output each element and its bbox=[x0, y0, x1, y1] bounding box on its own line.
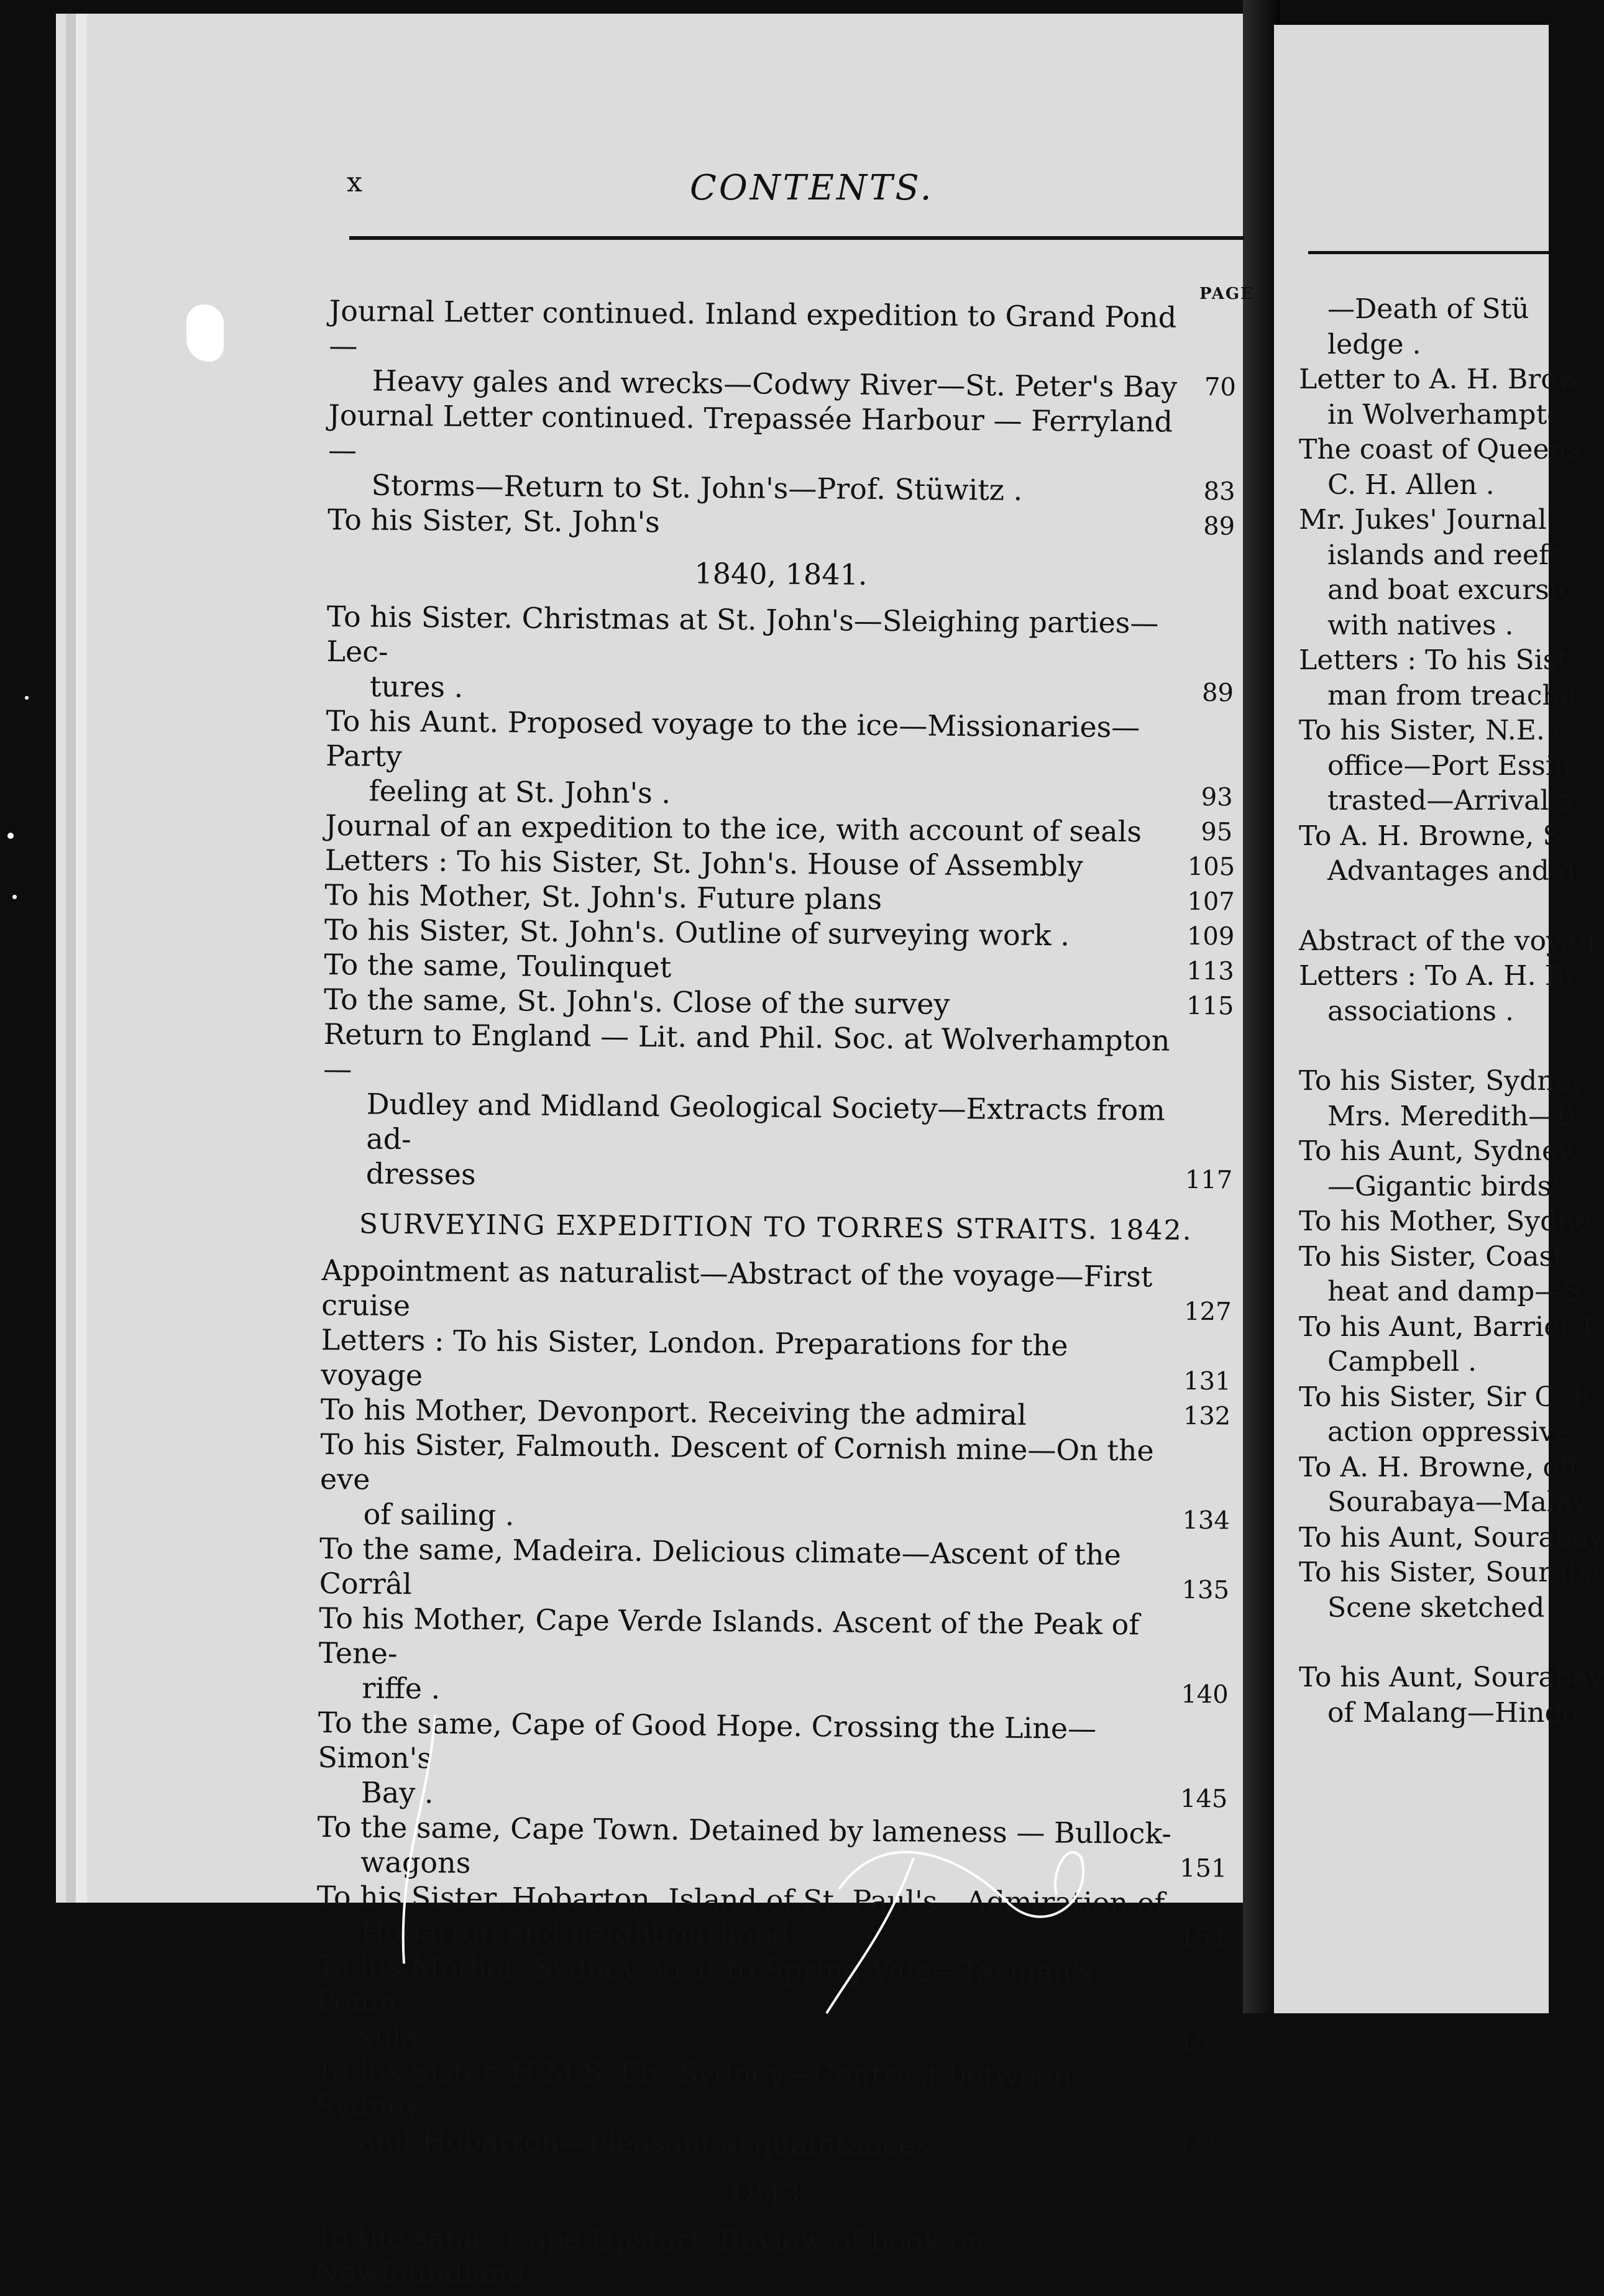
right-page-line: To his Aunt, Sydney. bbox=[1299, 1134, 1554, 1169]
toc-entry-title: To his Sister, St. John's. Outline of surveying work . bbox=[324, 913, 1070, 952]
right-page-line: To his Sister, Sir C. F bbox=[1299, 1380, 1554, 1416]
toc-entry-title: To his Sister, Hobarton. Island of St. Paul's—Admiration of bbox=[317, 1880, 1165, 1920]
right-page-line: Mrs. Meredith—B bbox=[1299, 1099, 1554, 1135]
toc-entry-title: Letters : To his Sister, London. Preparations for the voyage bbox=[321, 1323, 1068, 1392]
toc-entry-title: Journal Letter continued. Inland expedition to Grand Pond— bbox=[329, 294, 1176, 362]
toc-entry-title: To his Sister. Christmas at St. John's—Sleighing parties—Lec- bbox=[326, 600, 1158, 669]
section-heading-1840: 1840, 1841. bbox=[327, 553, 1234, 595]
toc-entry-continuation: wagons bbox=[317, 1844, 1175, 1886]
right-page-line: Letter to A. H. Brow bbox=[1299, 362, 1554, 398]
toc-entry-title: Journal Letter continued. Trepassée Harbour — Ferryland — bbox=[328, 398, 1173, 467]
toc-entry-continuation: feeling at St. John's . bbox=[325, 773, 1183, 815]
toc-entry-continuation: Dudley and Midland Geological Society—Extracts from ad- bbox=[323, 1086, 1181, 1163]
toc-entry-title: To his Mother, St. John's. Future plans bbox=[324, 878, 882, 916]
right-page-line: Letters : To his Sist bbox=[1299, 643, 1554, 679]
toc-page-number: 117 bbox=[1185, 1163, 1230, 1198]
right-page-line: To A. H. Browne, off bbox=[1299, 1450, 1554, 1486]
right-page-line: Campbell . bbox=[1299, 1345, 1554, 1380]
toc-entry-title: To the same, Madeira. Delicious climate—Ascent of the Corrâl bbox=[319, 1532, 1121, 1601]
toc-entry-title: To his Mother, Sydney. Visit to Spring Vale—Tasman's Penin- bbox=[316, 1949, 1094, 2018]
right-page-line: of Malang—Hindo bbox=[1299, 1696, 1554, 1731]
toc-page-number: 154 bbox=[1179, 1921, 1224, 1956]
toc-entry bbox=[314, 2220, 1222, 2296]
toc-page-number: 132 bbox=[1183, 1399, 1228, 1434]
toc-page-number: 113 bbox=[1186, 954, 1231, 989]
toc-page-number: 151 bbox=[1180, 1851, 1224, 1887]
right-page-line: To his Mother, Sydne bbox=[1299, 1204, 1554, 1240]
right-page-line: To his Sister, Sydney bbox=[1299, 1064, 1554, 1099]
right-page-line: islands and reefs bbox=[1299, 538, 1554, 574]
toc-entry-continuation: of sailing . bbox=[319, 1496, 1177, 1538]
right-page-line: Mr. Jukes' Journal bbox=[1299, 503, 1554, 538]
toc-entry-title: Return to England — Lit. and Phil. Soc. at Wolverhampton — bbox=[323, 1017, 1170, 1086]
right-page-line: and boat excursio bbox=[1299, 573, 1554, 608]
section-heading-1843: 1843. bbox=[314, 2174, 1222, 2215]
toc-page-number: 93 bbox=[1188, 780, 1232, 815]
toc-entry-title: To the same, Toulinquet bbox=[324, 948, 671, 984]
right-page-line: To A. H. Browne, S bbox=[1299, 819, 1554, 854]
toc-group-4 bbox=[314, 2220, 1222, 2296]
toc-entry-title: To the same, Cape Town. Detained by lameness — Bullock- bbox=[317, 1810, 1171, 1850]
toc-entry-title: To his Sister, St. John's bbox=[328, 503, 660, 539]
toc-entry-continuation: Bay . bbox=[318, 1775, 1175, 1816]
right-page-line: To his Aunt, Sourabay bbox=[1299, 1521, 1554, 1556]
toc-entry-title: To the same, Cape Upstart. Review of book on Newfoundland bbox=[314, 2220, 985, 2290]
right-page-line: Scene sketched . bbox=[1299, 1591, 1554, 1626]
page-column-label: PAGE bbox=[1199, 285, 1254, 303]
toc-entry-continuation: dresses bbox=[323, 1156, 1180, 1197]
toc-entry-continuation: tures . bbox=[326, 669, 1184, 710]
right-page-line: To his Sister, N.E. c bbox=[1299, 713, 1554, 749]
toc-page-number: 95 bbox=[1188, 815, 1232, 850]
right-page-line: ledge . bbox=[1299, 327, 1554, 363]
toc-page-number: 83 bbox=[1190, 474, 1235, 510]
right-page-line: heat and damp—S bbox=[1299, 1274, 1554, 1310]
toc-entry-title: Letters : To his Sister, St. John's. House of Assembly bbox=[325, 843, 1083, 883]
toc-page-number: 107 bbox=[1187, 884, 1232, 920]
right-page-line: —Death of Stü bbox=[1299, 292, 1554, 327]
right-page-line: trasted—Arrival a bbox=[1299, 784, 1554, 819]
right-page-line: action oppressive bbox=[1299, 1415, 1554, 1450]
page-folio: x bbox=[347, 167, 362, 198]
toc-page-number: 105 bbox=[1188, 849, 1232, 885]
toc-entry-continuation: riffe . bbox=[318, 1670, 1176, 1712]
right-page-line: Advantages and d bbox=[1299, 854, 1554, 889]
toc-entry-title: Appointment as naturalist—Abstract of the voyage—First cruise bbox=[321, 1253, 1153, 1322]
right-page-line: —Gigantic birds' bbox=[1299, 1169, 1554, 1205]
toc-page-number: 157 bbox=[1178, 2025, 1223, 2060]
right-page-line: Abstract of the voyag bbox=[1299, 924, 1554, 959]
toc-entry-title: To the same, Cape of Good Hope. Crossing the Line—Simon's bbox=[318, 1706, 1096, 1775]
toc-entry-title: To his Sister, H.M.S. Fly. Sydney—Contrast between Sydney bbox=[315, 2054, 1071, 2123]
toc-entry-title: To his Mother, Cape Verde Islands. Ascent of the Peak of Tene- bbox=[319, 1601, 1140, 1670]
toc-entry-continuation: Hobarton and neighbourhood . bbox=[316, 1914, 1174, 1955]
toc-page-number: 109 bbox=[1187, 919, 1232, 954]
toc-page-number: 89 bbox=[1189, 675, 1234, 711]
toc-page-number: 89 bbox=[1190, 509, 1235, 544]
toc-page-number: 140 bbox=[1181, 1677, 1226, 1713]
right-page-line: To his Sister, Coast bbox=[1299, 1240, 1554, 1275]
right-page-line: associations . bbox=[1299, 994, 1554, 1030]
right-page-line: man from treache bbox=[1299, 679, 1554, 714]
toc-page-number: 159 bbox=[1177, 2129, 1222, 2165]
toc-page-number: 134 bbox=[1182, 1503, 1227, 1539]
right-page-line: in Wolverhampto bbox=[1299, 398, 1554, 433]
right-page-line: The coast of Queens bbox=[1299, 432, 1554, 468]
section-heading-torres-straits: SURVEYING EXPEDITION TO TORRES STRAITS. 1842. bbox=[322, 1207, 1229, 1248]
toc-entry-continuation: Heavy gales and wrecks—Codwy River—St. Peter's Bay bbox=[329, 363, 1186, 405]
right-page-line: with natives . bbox=[1299, 608, 1554, 644]
right-page-line: To his Sister, Souraba bbox=[1299, 1555, 1554, 1591]
right-page-line: Letters : To A. H. Br bbox=[1299, 959, 1554, 994]
right-page-line: To his Aunt, Sourabay bbox=[1299, 1660, 1554, 1696]
toc-entry-continuation: and Hobarton—Pleasant acquaintances . bbox=[314, 2123, 1172, 2164]
toc-page-number: 131 bbox=[1183, 1364, 1228, 1399]
toc-entry-title: Journal of an expedition to the ice, with account of seals bbox=[325, 808, 1142, 848]
toc-page-number: 127 bbox=[1184, 1294, 1229, 1330]
right-page-line: C. H. Allen . bbox=[1299, 468, 1554, 503]
right-page-line: To his Aunt, Barrier I bbox=[1299, 1310, 1554, 1345]
toc-page-number: 145 bbox=[1180, 1781, 1225, 1817]
toc-entry-title: To his Sister, Falmouth. Descent of Cornish mine—On the eve bbox=[320, 1427, 1154, 1496]
toc-entry bbox=[314, 2053, 1222, 2164]
toc-entry-title: To the same, St. John's. Close of the survey bbox=[324, 982, 950, 1021]
right-page-line: office—Port Essin bbox=[1299, 749, 1554, 784]
toc-page-number: 115 bbox=[1186, 989, 1231, 1024]
toc-entry-continuation: Storms—Return to St. John's—Prof. Stüwitz . bbox=[328, 467, 1185, 509]
running-head: CONTENTS. bbox=[690, 168, 934, 208]
toc-page-number: 135 bbox=[1181, 1573, 1226, 1608]
toc-entry-title: To his Aunt. Proposed voyage to the ice—Missionaries—Party bbox=[326, 704, 1140, 773]
toc-entry-title: To his Mother, Devonport. Receiving the admiral bbox=[321, 1393, 1027, 1432]
right-page-line: Sourabaya—Malay bbox=[1299, 1485, 1554, 1521]
toc-page-number: 70 bbox=[1191, 370, 1236, 405]
toc-entry-continuation: sula . bbox=[316, 2018, 1173, 2060]
